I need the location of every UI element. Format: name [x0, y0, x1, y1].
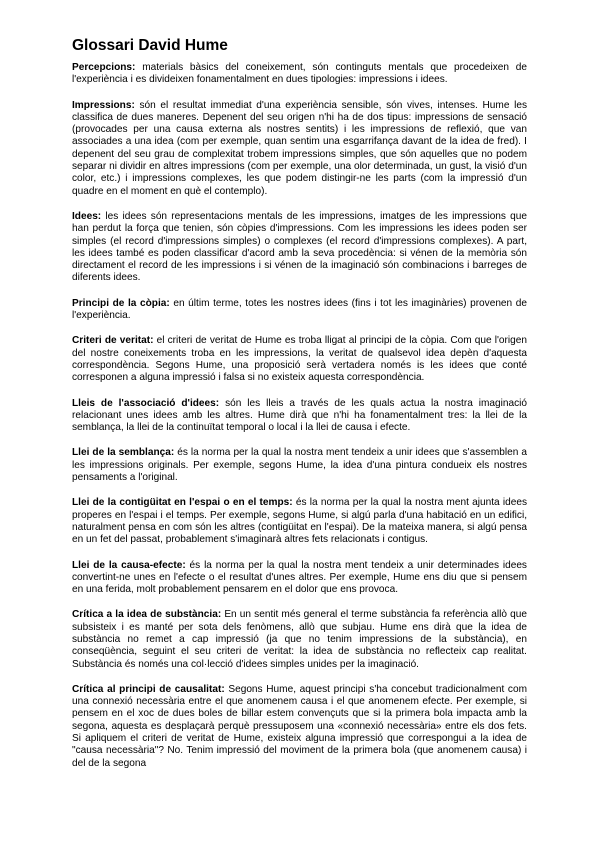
glossary-definition: les idees són representacions mentals de les impressions, imatges de les impressions que han perdut la força que tenien, són còpies d'impressions. Com les impressions les idees poden ser simples (el record d'impressions simples) o complexes (el record d'impressions complexes). A part, les idees també es poden classificar d'acord amb la seva procedència: si vénen de la memòria són directament el record de les impressions i si vénen de la imaginació són combinacions i barreges de diferents idees. [72, 210, 527, 284]
glossary-entry [72, 609, 527, 670]
glossary-entry [72, 62, 527, 87]
glossary-term: Llei de la causa-efecte: [72, 559, 186, 571]
glossary-definition: són les lleis a través de les quals actua la nostra imaginació relacionant unes idees amb les altres. Hume dirà que n'hi ha fonamentalment tres: la llei de la semblança, la llei de la continuïtat temporal o local i la llei de causa i efecte. [72, 397, 527, 434]
glossary-term: Llei de la contigüitat en l'espai o en el temps: [72, 497, 293, 509]
glossary-term: Idees: [72, 210, 102, 222]
glossary-entry [72, 684, 527, 770]
glossary-definition: és la norma per la qual la nostra ment tendeix a unir idees que s'assemblen a les impressions originals. Per exemple, segons Hume, la idea d'una pintura condueix els nostres pensaments a l'original. [72, 447, 527, 484]
glossary-entry [72, 211, 527, 285]
glossary-entry [72, 497, 527, 546]
glossary-definition: En un sentit més general el terme substància fa referència allò que subsisteix i es manté per sota dels fenòmens, allò que subjau. Hume ens dirà que la idea de substància no remet a cap impressió (ja que no tenim impressions de la substància), en conseqüència, seguint el seu criteri de veritat: la idea de substància no reflecteix cap realitat. Substància és només una col·lecció d'idees simples unides per la imaginació. [72, 609, 527, 670]
glossary-definition: materials bàsics del coneixement, són continguts mentals que procedeixen de l'experiència i es divideixen fonamentalment en dues tipologies: impressions i idees. [72, 62, 527, 86]
glossary-definition: el criteri de veritat de Hume es troba lligat al principi de la còpia. Com que l'origen del nostre coneixements troba en les impressions, la veritat de qualsevol idea depèn d'aquesta correspondència. Segons Hume, una proposició serà vertadera només is les idees que conté corresponen a alguna impressió i falsa si no existeix aquesta correspondència. [72, 335, 527, 384]
glossary-definition: és la norma per la qual la nostra ment ajunta idees properes en l'espai i el temps. Per exemple, segons Hume, si algú parla d'una habitació en un edifici, naturalment pensa en com són les altres (contigüitat en l'espai). De la mateixa manera, si algú pensa en un fet del passat, probablement s'imaginarà altres fets relacionats i contigus. [72, 497, 527, 546]
glossary-definition: Segons Hume, aquest principi s'ha concebut tradicionalment com una connexió necessària entre el que anomenem causa i el que anomenem efecte. Per exemple, si pensem en el xoc de dues boles de billar estem convençuts que si la primera bola impacta amb la segona, aquesta es desplaçarà perquè pressuposem una «connexió necessària» entre els dos fets. Si apliquem el criteri de veritat de Hume, existeix alguna impressió que correspongui a la idea de "causa necessària"? No. Tenim impressió del moviment de la primera bola (que anomenem causa) i del de la segona [72, 683, 527, 769]
glossary-entry [72, 447, 527, 484]
glossary-definition: són el resultat immediat d'una experiència sensible, són vives, intenses. Hume les classifica de dues maneres. Depenent del seu origen n'hi ha de dos tipus: impressions de sensació (provocades per una causa externa als nostres sentits) i les impressions de reflexió, que van associades a una idea (com per exemple, quan sentim una esgarrifança davant de la idea de fred). I depenent del seu grau de complexitat trobem impressions simples, que són aquelles que no podem separar ni dividir en altres impressions (com per exemple, una olor determinada, un gust, la visió d'un color, etc.) i impressions complexes, les que podem distingir-ne les parts (com la impressió d'un quadre en el moment en què el contemplo). [72, 99, 527, 197]
glossary-definition: és la norma per la qual la nostra ment tendeix a unir determinades idees convertint-ne unes en l'efecte o el resultat d'unes altres. Per exemple, Hume ens diu que si pensem en una ferida, molt probablement pensarem en el dolor que ens provoca. [72, 559, 527, 596]
page-title: Glossari David Hume [72, 37, 228, 54]
glossary-entries [72, 62, 527, 783]
glossary-entry [72, 335, 527, 384]
glossary-entry [72, 298, 527, 323]
glossary-term: Criteri de veritat: [72, 335, 154, 347]
glossary-term: Crítica a la idea de substància: [72, 609, 222, 621]
glossary-term: Lleis de l'associació d'idees: [72, 397, 220, 409]
glossary-term: Crítica al principi de causalitat: [72, 683, 225, 695]
glossary-entry [72, 560, 527, 597]
glossary-term: Principi de la còpia: [72, 297, 170, 309]
glossary-entry [72, 398, 527, 435]
glossary-term: Impressions: [72, 99, 135, 111]
glossary-definition: en últim terme, totes les nostres idees (fins i tot les imaginàries) provenen de l'experiència. [72, 297, 527, 322]
glossary-term: Percepcions: [72, 62, 136, 73]
glossary-term: Llei de la semblança: [72, 447, 175, 459]
glossary-entry [72, 100, 527, 198]
